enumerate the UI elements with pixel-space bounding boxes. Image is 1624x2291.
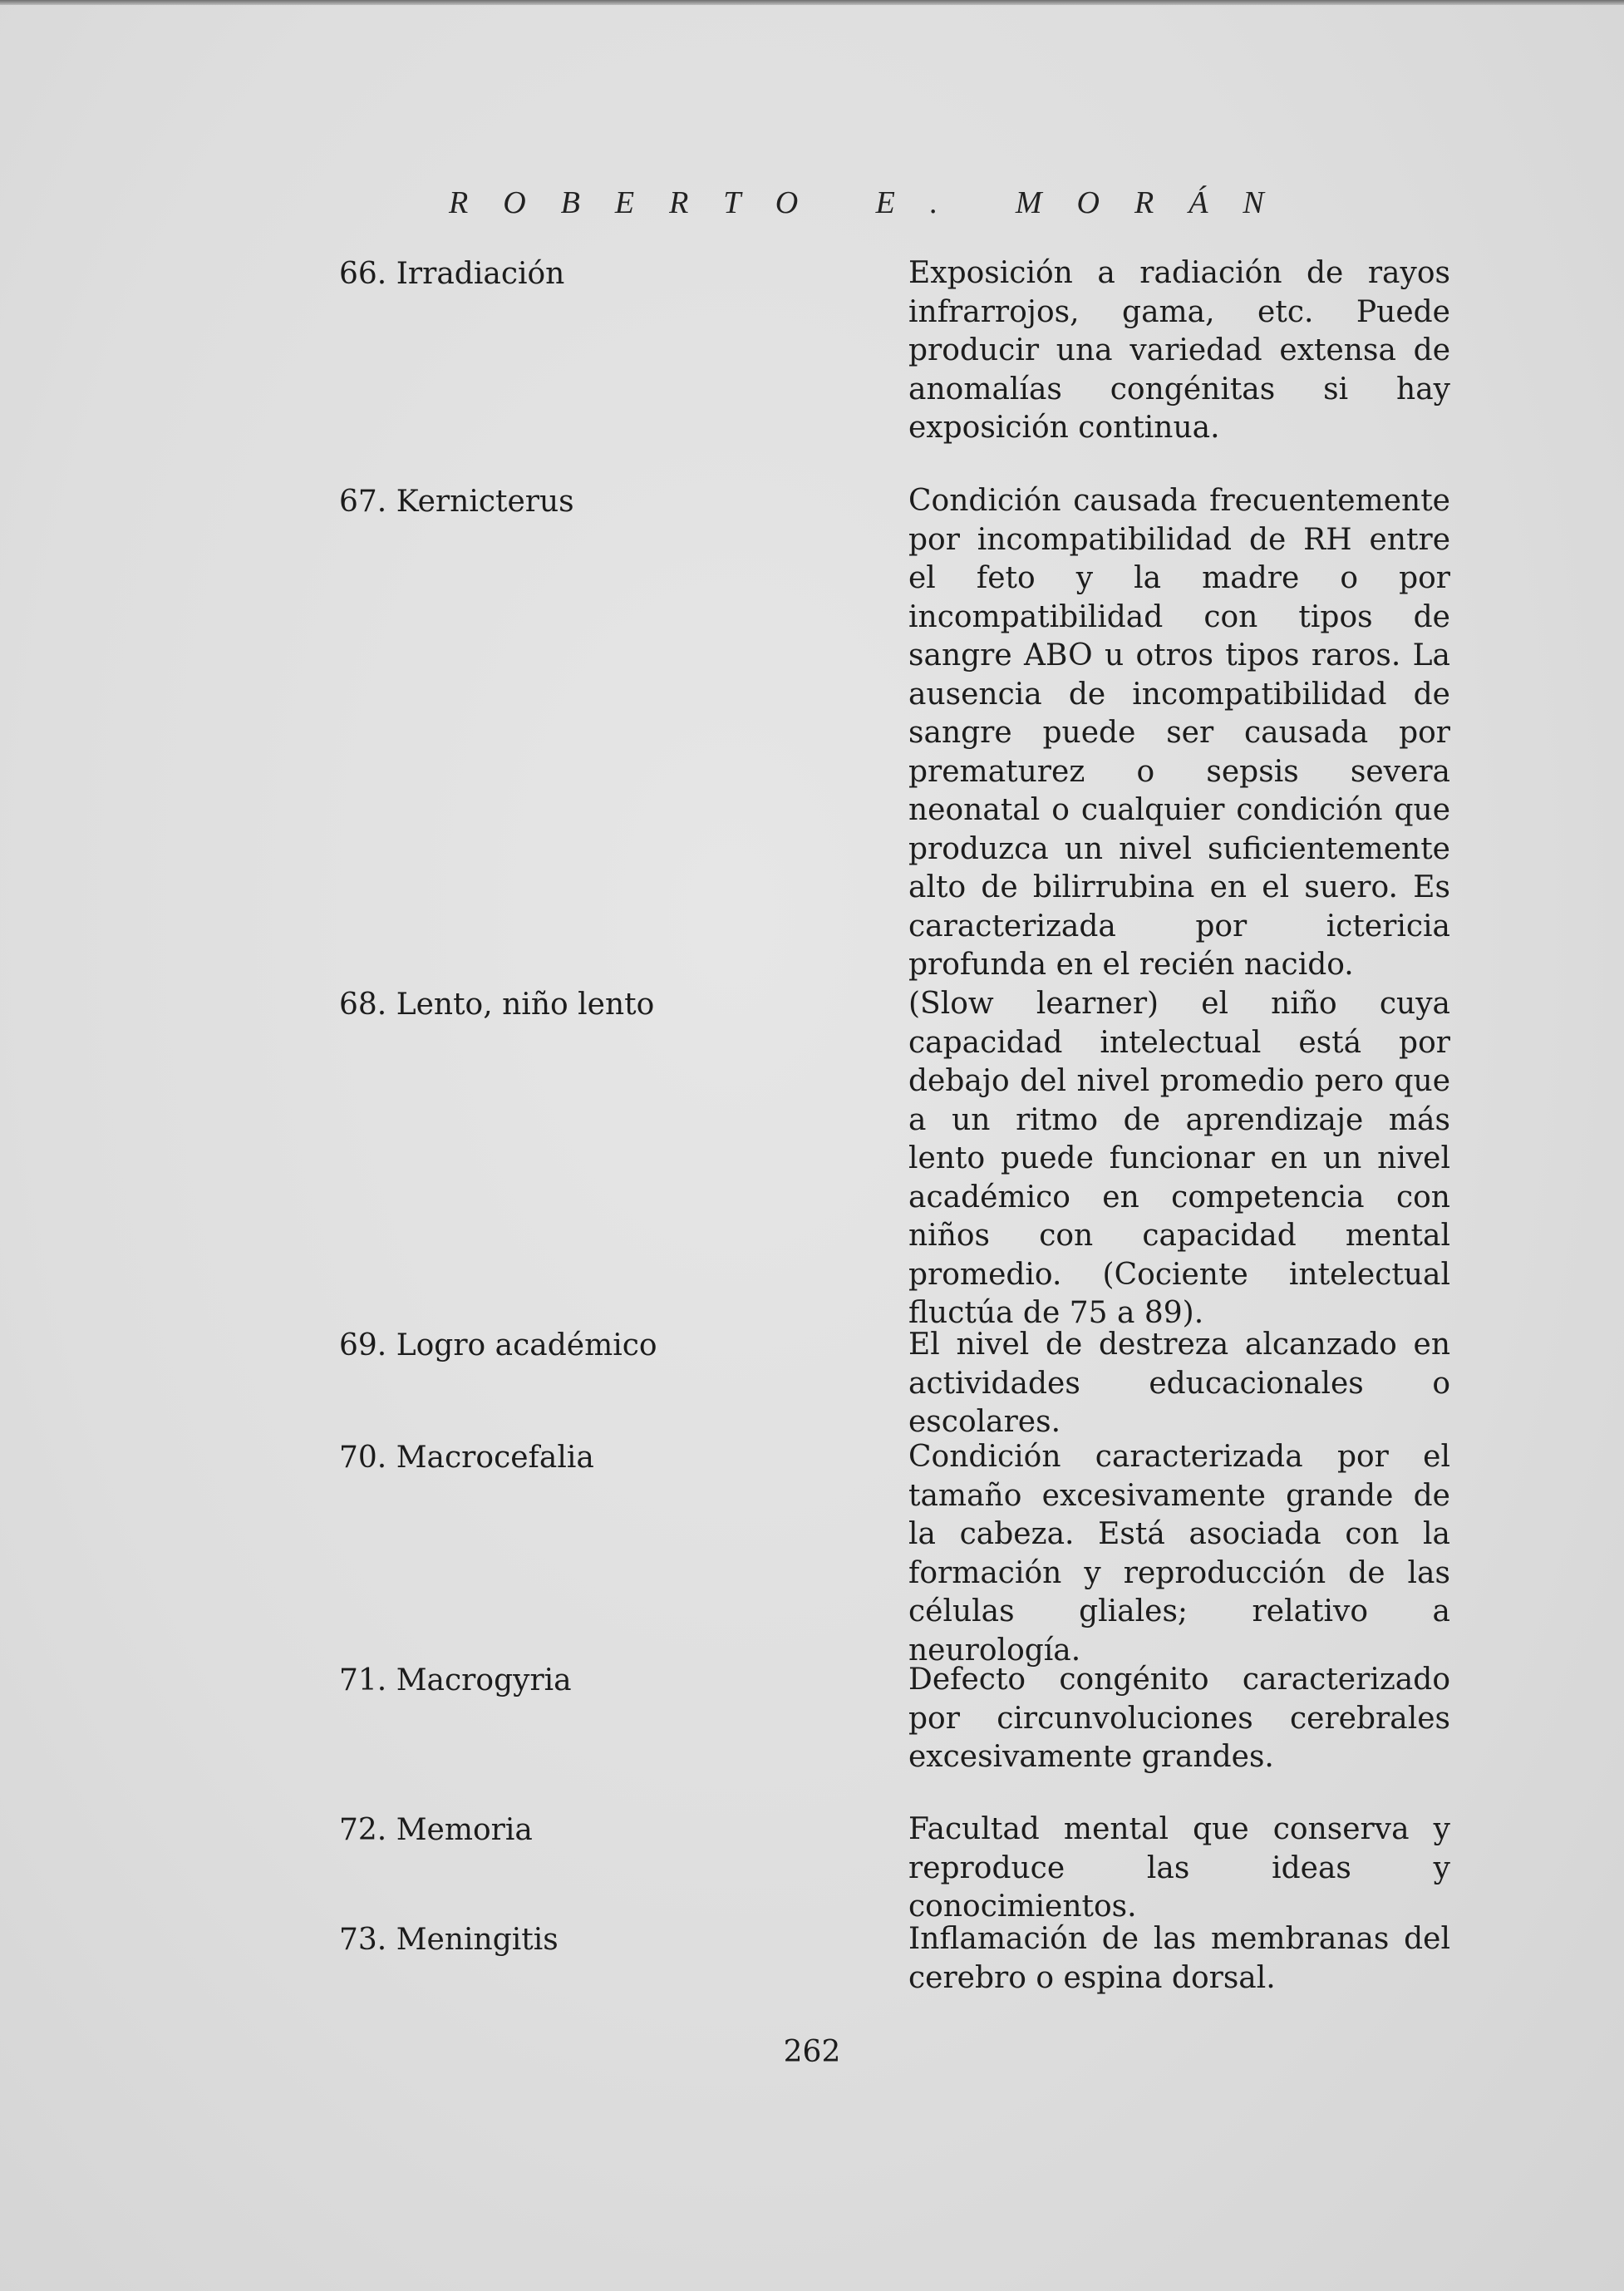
entry-definition: Condición caracterizada por el tamaño excesivamente grande de la cabeza. Está asociada con la formación y reproducción de las células gliales; relativo a neurología. bbox=[908, 1440, 1450, 1668]
entry-term: 72. Memoria bbox=[339, 1813, 533, 1847]
entry-definition: Facultad mental que conserva y reproduce las ideas y conocimientos. bbox=[908, 1812, 1450, 1924]
entry-definition: Inflamación de las membranas del cerebro o espina dorsal. bbox=[908, 1922, 1450, 1995]
entry-term: 70. Macrocefalia bbox=[339, 1441, 594, 1475]
running-head: ROBERTO E. MORÁN bbox=[449, 185, 1299, 220]
entry-term: 73. Meningitis bbox=[339, 1923, 559, 1957]
entry-term: 71. Macrogyria bbox=[339, 1663, 572, 1697]
entry-term: 68. Lento, niño lento bbox=[339, 988, 655, 1022]
page-top-edge bbox=[0, 0, 1624, 5]
entry-definition: Condición causada frecuentemente por incompatibilidad de RH entre el feto y la madre o por incompatibilidad con tipos de sangre ABO u otros tipos raros. La ausencia de incompatibilidad de sangre puede ser causada por prematurez o sepsis severa neonatal o cualquier condición que produzca un nivel suficientemente alto de bilirrubina en el suero. Es caracterizada por ictericia profunda en el recién nacido. bbox=[908, 484, 1450, 982]
entry-definition: El nivel de destreza alcanzado en actividades educacionales o escolares. bbox=[908, 1328, 1450, 1439]
entry-definition: Defecto congénito caracterizado por circunvoluciones cerebrales excesivamente grandes. bbox=[908, 1663, 1450, 1774]
entry-term: 67. Kernicterus bbox=[339, 485, 574, 519]
entry-definition: (Slow learner) el niño cuya capacidad intelectual está por debajo del nivel promedio pero que a un ritmo de aprendizaje más lento puede funcionar en un nivel académico en competencia con niños con capacidad mental promedio. (Cociente intelectual fluctúa de 75 a 89). bbox=[908, 987, 1450, 1330]
entry-definition: Exposición a radiación de rayos infrarrojos, gama, etc. Puede producir una variedad extensa de anomalías congénitas si hay exposición continua. bbox=[908, 256, 1450, 445]
entry-term: 66. Irradiación bbox=[339, 257, 565, 291]
entry-term: 69. Logro académico bbox=[339, 1328, 657, 1362]
page-number: 262 bbox=[783, 2035, 841, 2069]
